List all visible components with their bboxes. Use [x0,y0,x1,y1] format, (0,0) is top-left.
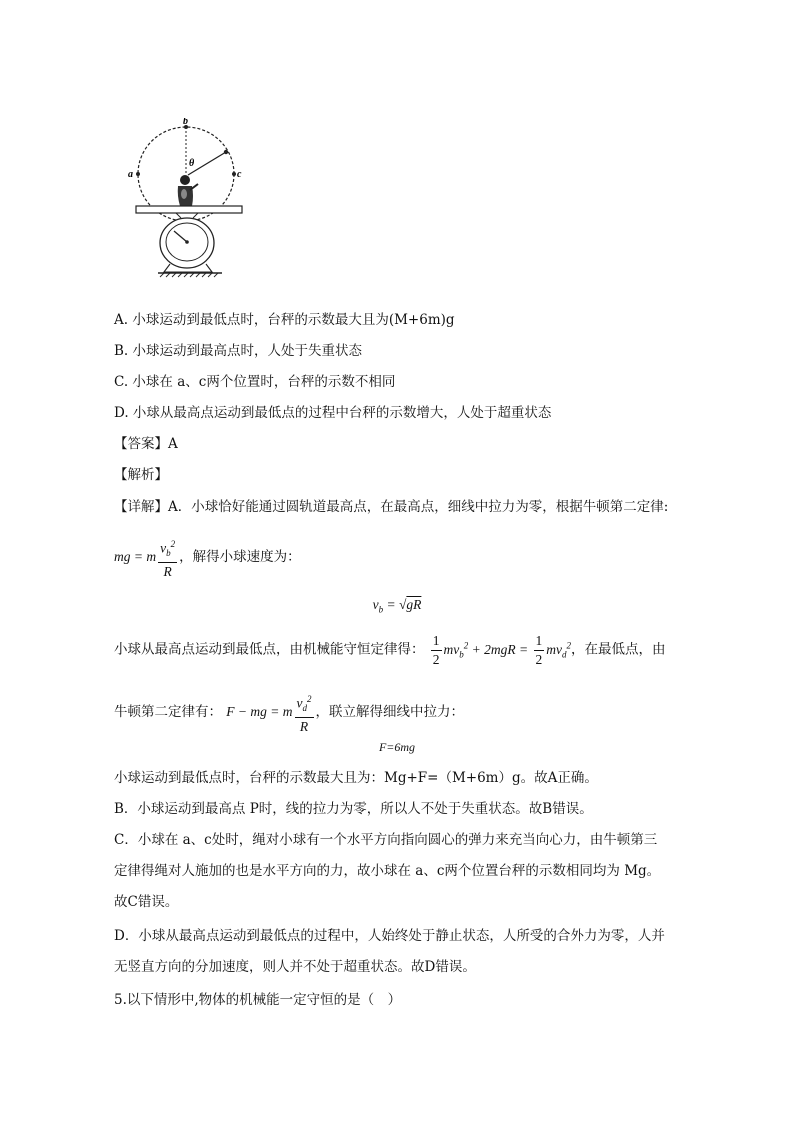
label-theta: θ [189,158,195,169]
detail-paragraph-5: 小球运动到最低点时，台秤的示数最大且为：Mg+F=（M+6m）g。故A正确。 [114,770,598,786]
equation-velocity: $v_b = √gR$ [372,597,422,615]
answer: 【答案】A [114,436,178,452]
label-b: b [183,118,188,127]
scale-diagram [126,118,246,288]
option-d: D. 小球从最高点运动到最低点的过程中台秤的示数增大，人处于超重状态 [114,405,552,421]
person-figure [178,175,198,206]
equation-line-2 [114,632,666,669]
detail-paragraph-1: 【详解】A．小球恰好能通过圆轨道最高点，在最高点，细线中拉力为零，根据牛顿第二定律: [114,499,669,515]
equation-line-1 [114,535,301,581]
detail-paragraph-10: D．小球从最高点运动到最低点的过程中，人始终处于静止状态，人所受的合外力为零，人并 [114,928,665,944]
ball [224,150,228,154]
detail-paragraph-8: 定律得绳对人施加的也是水平方向的力，故小球在 a、c两个位置台秤的示数相同均为 Mg。 [114,863,661,879]
next-question: 5.以下情形中,物体的机械能一定守恒的是（ ） [114,992,402,1008]
label-c: c [237,169,242,180]
ball-c [232,172,236,176]
equation-energy: $\frac{1}{2}$ $mv_b^2 + 2mgR$ = $\frac{1}{2}$ $mv_d^2$ [432,633,572,667]
detail-text-2: ，解得小球速度为： [179,549,301,566]
tension-result: F=6mg [378,740,416,754]
ball-a [136,172,140,176]
detail-paragraph-6: B．小球运动到最高点 P时，线的拉力为零，所以人不处于失重状态。故B错误。 [114,801,593,817]
equation-top-point: mg = m $\frac{v_b^2}{R}$ [114,549,179,564]
equation-line-3 [114,690,464,736]
physics-figure [126,118,246,288]
detail-text-3: 小球从最高点运动到最低点，由机械能守恒定律得： [114,641,425,658]
detail-text-3b: ，在最低点，由 [571,641,666,658]
option-b: B. 小球运动到最高点时，人处于失重状态 [114,343,363,359]
detail-paragraph-11: 无竖直方向的分加速度，则人并不处于超重状态。故D错误。 [114,959,476,975]
detail-text-4: 牛顿第二定律有： [114,704,222,721]
detail-paragraph-7: C．小球在 a、c处时，绳对小球有一个水平方向指向圆心的弹力来充当向心力，由牛顿第三 [114,832,658,848]
analysis-heading: 【解析】 [114,467,168,483]
detail-paragraph-9: 故C错误。 [114,894,179,910]
option-a: A. 小球运动到最低点时，台秤的示数最大且为(M+6m)g [114,312,455,328]
detail-text-4b: ，联立解得细线中拉力： [315,704,465,721]
equation-lowest-point: F − mg = m $\frac{v_d^2}{R}$ [226,704,315,719]
scale-platform [136,206,242,213]
option-c: C. 小球在 a、c两个位置时，台秤的示数不相同 [114,374,396,390]
label-a: a [128,169,133,180]
